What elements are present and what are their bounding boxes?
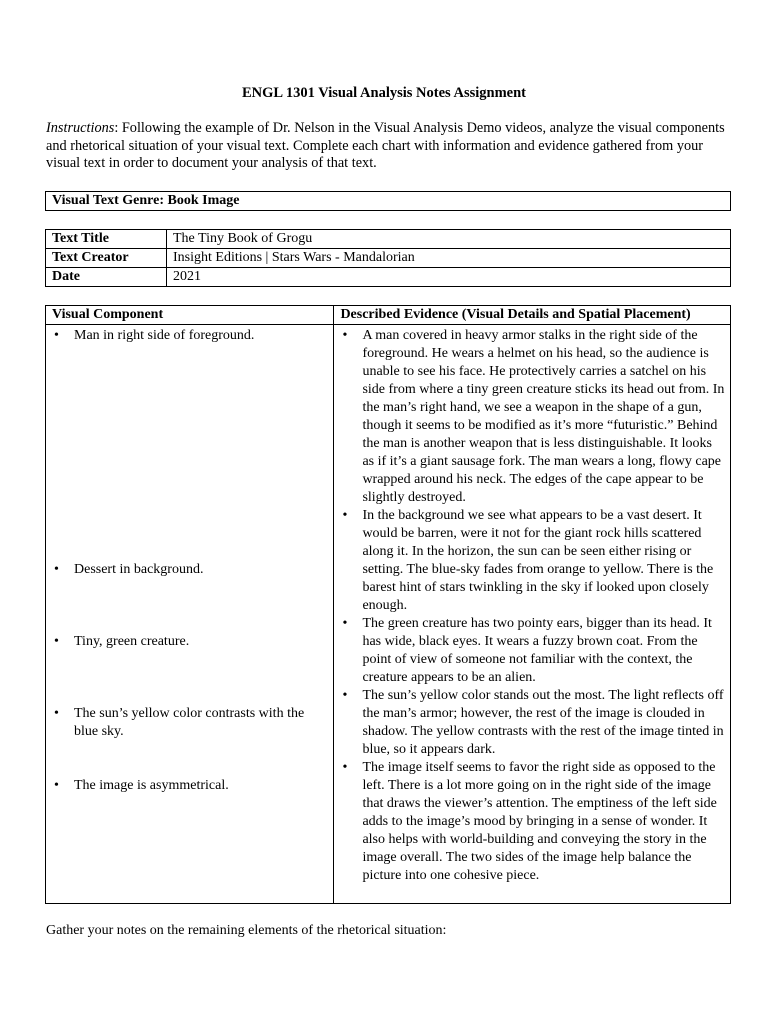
bullet-icon: • <box>342 508 348 523</box>
date-label: Date <box>46 268 167 287</box>
evidence-text: In the background we see what appears to be a vast desert. It would be barren, were it not for the giant rock hills scattered along it. In the horizon, the sun can be seen either rising or setting. The blue-sky fades from orange to yellow. There is the barest hint of stars twinkling in the sky if looked upon closely enough. <box>362 508 714 613</box>
bullet-icon: • <box>54 634 59 649</box>
list-item <box>52 327 327 345</box>
bullet-icon: • <box>54 778 59 793</box>
list-item <box>52 561 327 579</box>
evidence-text: A man covered in heavy armor stalks in the right side of the foreground. He wears a helmet on his head, so the audience is unable to see his face. He protectively carries a satchel on his side from where a tiny green creature sticks its head out from. In the man’s right hand, we see a weapon in the shape of a gun, though it seems to be modified as it’s more “futuristic.” Behind the man is another weapon that is less distinguishable. It looks as if it’s a giant sausage fork. The man wears a long, flowy cape wrapped around his neck. The edges of the cape appear to be slightly destroyed. <box>362 328 725 505</box>
list-item <box>52 633 327 651</box>
table-row <box>46 249 731 268</box>
text-title-label: Text Title <box>46 230 167 249</box>
header-described-evidence: Described Evidence (Visual Details and Spatial Placement) <box>334 306 731 325</box>
page-title: ENGL 1301 Visual Analysis Notes Assignment <box>241 85 527 101</box>
evidence-cell <box>334 325 731 904</box>
bullet-icon: • <box>54 562 59 577</box>
list-item <box>340 327 726 507</box>
list-item <box>340 507 726 615</box>
component-text: The image is asymmetrical. <box>74 778 229 793</box>
genre-table <box>45 191 731 211</box>
component-text: Man in right side of foreground. <box>74 328 255 343</box>
table-row <box>46 325 731 904</box>
component-text: Tiny, green creature. <box>74 634 190 649</box>
text-creator-label: Text Creator <box>46 249 167 268</box>
bullet-icon: • <box>342 688 348 703</box>
bullet-icon: • <box>342 616 348 631</box>
analysis-table <box>45 305 731 904</box>
evidence-text: The image itself seems to favor the right side as opposed to the left. There is a lot more going on in the right side of the image that draws the viewer’s attention. The emptiness of the left side adds to the image’s mood by bringing in a sense of wonder. It also helps with world-building and conveying the story in the image overall. The two sides of the image help balance the picture into one cohesive piece. <box>362 760 717 883</box>
text-info-table <box>45 229 731 287</box>
genre-cell: Visual Text Genre: Book Image <box>46 192 731 211</box>
table-row <box>46 230 731 249</box>
list-item <box>52 777 327 795</box>
rhetorical-notes-prompt: Gather your notes on the remaining elements of the rhetorical situation: <box>46 923 447 938</box>
table-row <box>46 268 731 287</box>
evidence-text: The sun’s yellow color stands out the most. The light reflects off the man’s armor; however, the rest of the image is clouded in shadow. The yellow contrasts with the rest of the image tinted in blue, so it appears dark. <box>362 688 724 757</box>
date-value: 2021 <box>167 268 731 287</box>
instructions-paragraph <box>46 120 732 173</box>
component-text: Dessert in background. <box>74 562 204 577</box>
components-cell <box>46 325 334 904</box>
list-item <box>52 705 327 741</box>
bullet-icon: • <box>342 760 348 775</box>
list-item <box>340 615 726 687</box>
instructions-label: Instructions <box>46 120 115 136</box>
bullet-icon: • <box>54 328 59 343</box>
list-item <box>340 687 726 759</box>
component-text: The sun’s yellow color contrasts with the blue sky. <box>74 706 305 739</box>
text-creator-value: Insight Editions | Stars Wars - Mandalorian <box>167 249 731 268</box>
bullet-icon: • <box>342 328 348 343</box>
bullet-icon: • <box>54 706 59 721</box>
text-title-value: The Tiny Book of Grogu <box>167 230 731 249</box>
evidence-text: The green creature has two pointy ears, bigger than its head. It has wide, black eyes. It wears a fuzzy brown coat. From the point of view of someone not familiar with the context, the creature appears to be an alien. <box>362 616 712 685</box>
instructions-text: : Following the example of Dr. Nelson in the Visual Analysis Demo videos, analyze the visual components and rhetorical situation of your visual text. Complete each chart with information and evidence gathered from your visual text in order to document your analysis of that text. <box>46 120 725 171</box>
header-visual-component: Visual Component <box>46 306 334 325</box>
list-item <box>340 759 726 885</box>
table-header-row <box>46 306 731 325</box>
